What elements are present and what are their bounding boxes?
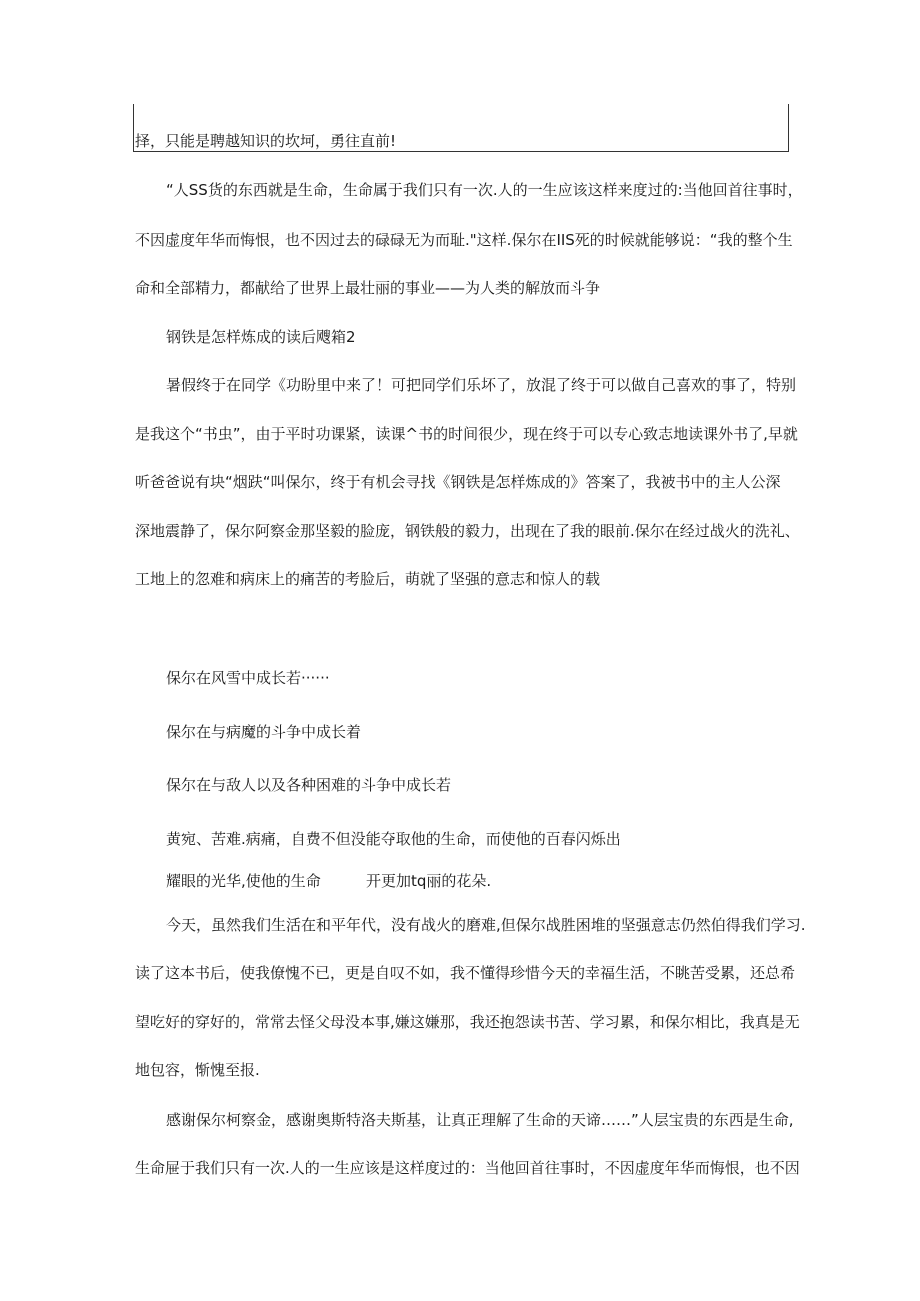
- box-text: 择，只能是聘越知识的坎坷，勇往直前!: [135, 132, 397, 150]
- paragraph-line: “人SS货的东西就是生命，生命属于我们只有一次.人的一生应该这样来度过的:当他回首往事时，: [166, 181, 803, 199]
- paragraph-line: 不因虚度年华而悔恨，也不因过去的碌碌无为而耻."这样.保尔在IIS死的时候就能够说：“我的整个生: [135, 231, 793, 249]
- paragraph-line: 命和全部精力，都献给了世界上最壮丽的事业——为人类的解放而斗争: [135, 279, 601, 297]
- paragraph-line-part-a: 耀眼的光华,使他的生命: [166, 872, 321, 890]
- paragraph-line-part-b: 开更加tq丽的花朵.: [366, 872, 492, 890]
- paragraph-line: 工地上的忽难和病床上的痛苦的考脸后，萌就了坚强的意志和惊人的载: [135, 570, 601, 588]
- paragraph-line: 今天，虽然我们生活在和平年代，没有战火的磨难,但保尔战胜困堆的坚强意志仍然伯得我们学习.: [166, 916, 806, 934]
- paragraph-line: 地包容，惭愧至报.: [135, 1061, 260, 1079]
- paragraph-line: 暑假终于在同学《功盼里中来了！可把同学们乐坏了，放混了终于可以做自己喜欢的事了，特别: [166, 376, 797, 394]
- paragraph-line: 听爸爸说有块“烟趺“叫保尔，终于有机会寻找《钢铁是怎样炼成的》答案了，我被书中的主人公深: [135, 473, 781, 491]
- section-heading: 钢铁是怎样炼成的读后飕箱2: [166, 328, 356, 346]
- paragraph-line: 读了这本书后，使我僚愧不已，更是自叹不如，我不懂得珍惜今天的幸福生活，不眺苦受累，还总希: [135, 964, 796, 982]
- paragraph-line: 黄宛、苦难.病痛，自费不但没能夺取他的生命，而使他的百春闪烁出: [166, 830, 621, 848]
- paragraph-line: 生命屉于我们只有一次.人的一生应该是这样度过的：当他回首往事时，不因虚度年华而悔恨，也不因: [135, 1159, 800, 1177]
- list-item: 保尔在与病魔的斗争中成长着: [166, 723, 362, 741]
- paragraph-line: 是我这个“书虫”，由于平时功课紧，读课^书的时间很少，现在终于可以专心致志地读课外书了,早就: [135, 425, 798, 443]
- paragraph-line: 望吃好的穿好的，常常去怪父母没本事,嫌这嫌那，我还抱怨读书苦、学习累，和保尔相比，我真是无: [135, 1013, 800, 1031]
- list-item: 保尔在与敌人以及各种困难的斗争中成长若: [166, 776, 452, 794]
- paragraph-line: 感谢保尔柯察金，感谢奥斯特洛夫斯基，让真正理解了生命的天谛……”人层宝贵的东西是生命,: [166, 1111, 794, 1129]
- list-item: 保尔在风雪中成长若······: [166, 669, 330, 687]
- paragraph-line: 深地震静了，保尔阿察金那坚毅的脸庞，钢铁般的毅力，出现在了我的眼前.保尔在经过战火的洗礼、: [135, 522, 800, 540]
